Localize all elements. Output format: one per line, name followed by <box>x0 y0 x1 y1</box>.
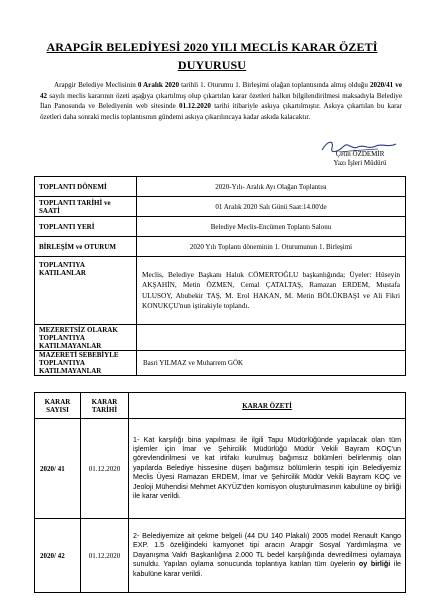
table-row <box>35 325 406 351</box>
katilan-value: Meclis, Belediye Başkanı Haluk CÖMERTOĞLU başkanlığında; Üyeler: Hüseyin AKŞAHİN, Metin ÖZMEN, Cemal ÇATALTAŞ, Ramazan ERDEM, Mustafa ULUSOY, Abubekir TAŞ, M. Erol HAKAN, M. Metin BÖLÜKBAŞI ve Ali Fikri KONUKÇU'nun iştirakiyle toplandı. <box>137 257 406 325</box>
tarih-value: 01 Aralık 2020 Salı Günü Saat:14.00'de <box>137 197 406 217</box>
intro-date: 0 Aralık 2020 <box>137 81 180 89</box>
karar-ozet <box>129 519 406 593</box>
donem-label: TOPLANTI DÖNEMİ <box>35 177 137 197</box>
signatory-title: Yazı İşleri Müdürü <box>333 159 387 167</box>
karar-ozet: 1- Kat karşılığı bina yapılması ile ilgili Tapu Müdürlüğünde yapılacak olan tüm işlemler için İmar ve Şehircilik Müdürlüğü Müdür Vekili Bayram KOÇ'un görevlendirilmesi ve kat irtifakı kurulmuş bağımsız bölümleri belirlenmiş olan yapılarda Belediye hissesine düşen bağımsız bölümlerin tespiti için Belediyemiz Meclis Üyesi Ramazan ERDEM, İmar ve Şehircilik Müdür Vekili Bayram KOÇ ve Jeoloji Mühendisi Mehmet AKYÜZ'den komisyon oluşturulmasının kabulüne oy birliği ile karar verildi. <box>129 419 406 519</box>
karar-ozet-bold: oy birliği <box>358 560 391 569</box>
intro-decision-numbers: 2020/41 ve 42 <box>40 81 402 100</box>
table-row <box>35 217 406 237</box>
decision-table <box>34 392 406 593</box>
karar-ozet-text: 2- Belediyemize ait çekme belgeli (44 DU 140 Plakalı) 2005 model Renault Kango EXP. 1.5 özeliğindeki kamyonet tipi aracın Arapgir Sosyal Yardımlaşma ve Dayanışma Vakfı Başkanlığına 2.000 TL bedel karşılığında devredilmesi oylamaya sunuldu. Yapılan oylama sonucunda toplantıya katılan tüm üyelerin <box>133 531 401 569</box>
mazeretli-label: MAZERETİ SEBEBİYLE TOPLANTIYA KATILMAYANLAR <box>35 351 137 376</box>
table-row <box>35 519 406 593</box>
karar-tarih: 01.12.2020 <box>81 519 129 593</box>
yer-value: Belediye Meclis-Encümen Toplantı Salonu <box>137 217 406 237</box>
table-row <box>35 177 406 197</box>
table-row <box>35 197 406 217</box>
title-line-1: ARAPGİR BELEDİYESİ 2020 YILI MECLİS KARAR ÖZETİ <box>46 40 378 54</box>
intro-posting-date: 01.12.2020 <box>179 102 211 111</box>
birlesim-value: 2020 Yılı Toplantı döneminin 1. Oturumunun 1. Birleşimi <box>137 237 406 257</box>
table-row <box>35 419 406 519</box>
intro-text: Arapgir Belediye Meclisinin <box>54 81 138 89</box>
karar-ozet-text: ile kabulüne karar verildi. <box>133 560 402 578</box>
table-row <box>35 257 406 325</box>
table-header-row <box>35 393 406 419</box>
intro-text: tarihli 1. Oturumu 1. Birleşimi olağan toplantısında almış olduğu <box>179 81 370 89</box>
karar-sayi: 2020/ 42 <box>35 519 81 593</box>
col-karar-ozeti <box>129 393 406 419</box>
tarih-label: TOPLANTI TARİHİ ve SAATİ <box>35 197 137 217</box>
mazeretli-value: Basri YILMAZ ve Muharrem GÖK <box>137 351 406 376</box>
intro-text: sayılı meclis kararının özeti aşağıya çıkartılmış olup çıkartılan karar özetleri halkın bilgilendirilmesi maksadıyla Belediye İlan Panosunda ve Belediyenin web sitesinde <box>40 91 402 111</box>
yer-label: TOPLANTI YERİ <box>35 217 137 237</box>
mezeretsiz-label: MEZERETSİZ OLARAK TOPLANTIYA KATILMAYANLAR <box>35 325 137 351</box>
table-row <box>35 351 406 376</box>
mezeretsiz-value <box>137 325 406 351</box>
karar-sayi: 2020/ 41 <box>35 419 81 519</box>
document-title <box>0 38 424 74</box>
karar-tarih: 01.12.2020 <box>81 419 129 519</box>
katilan-label: TOPLANTIYA KATILANLAR <box>35 257 137 325</box>
col-karar-sayisi: KARAR SAYISI <box>35 393 81 419</box>
signatory-name: Çetin ÖZDEMİR <box>335 150 385 158</box>
title-line-2: DUYURUSU <box>177 58 247 72</box>
karar-ozeti-heading: KARAR ÖZETİ <box>242 401 292 410</box>
intro-text: tarihi itibariyle askıya çıkartılmıştır. Askıya çıkartılan bu karar özetleri daha sonraki meclis toplantısının gündemi askıya çıkarılıncaya kadar askıda kalacaktır. <box>40 102 402 121</box>
birlesim-label: BİRLEŞİM ve OTURUM <box>35 237 137 257</box>
col-karar-tarihi: KARAR TARİHİ <box>81 393 129 419</box>
donem-value: 2020-Yılı- Aralık Ayı Olağan Toplantısı <box>137 177 406 197</box>
table-row <box>35 237 406 257</box>
meeting-info-table <box>34 176 406 376</box>
intro-paragraph <box>40 80 402 122</box>
